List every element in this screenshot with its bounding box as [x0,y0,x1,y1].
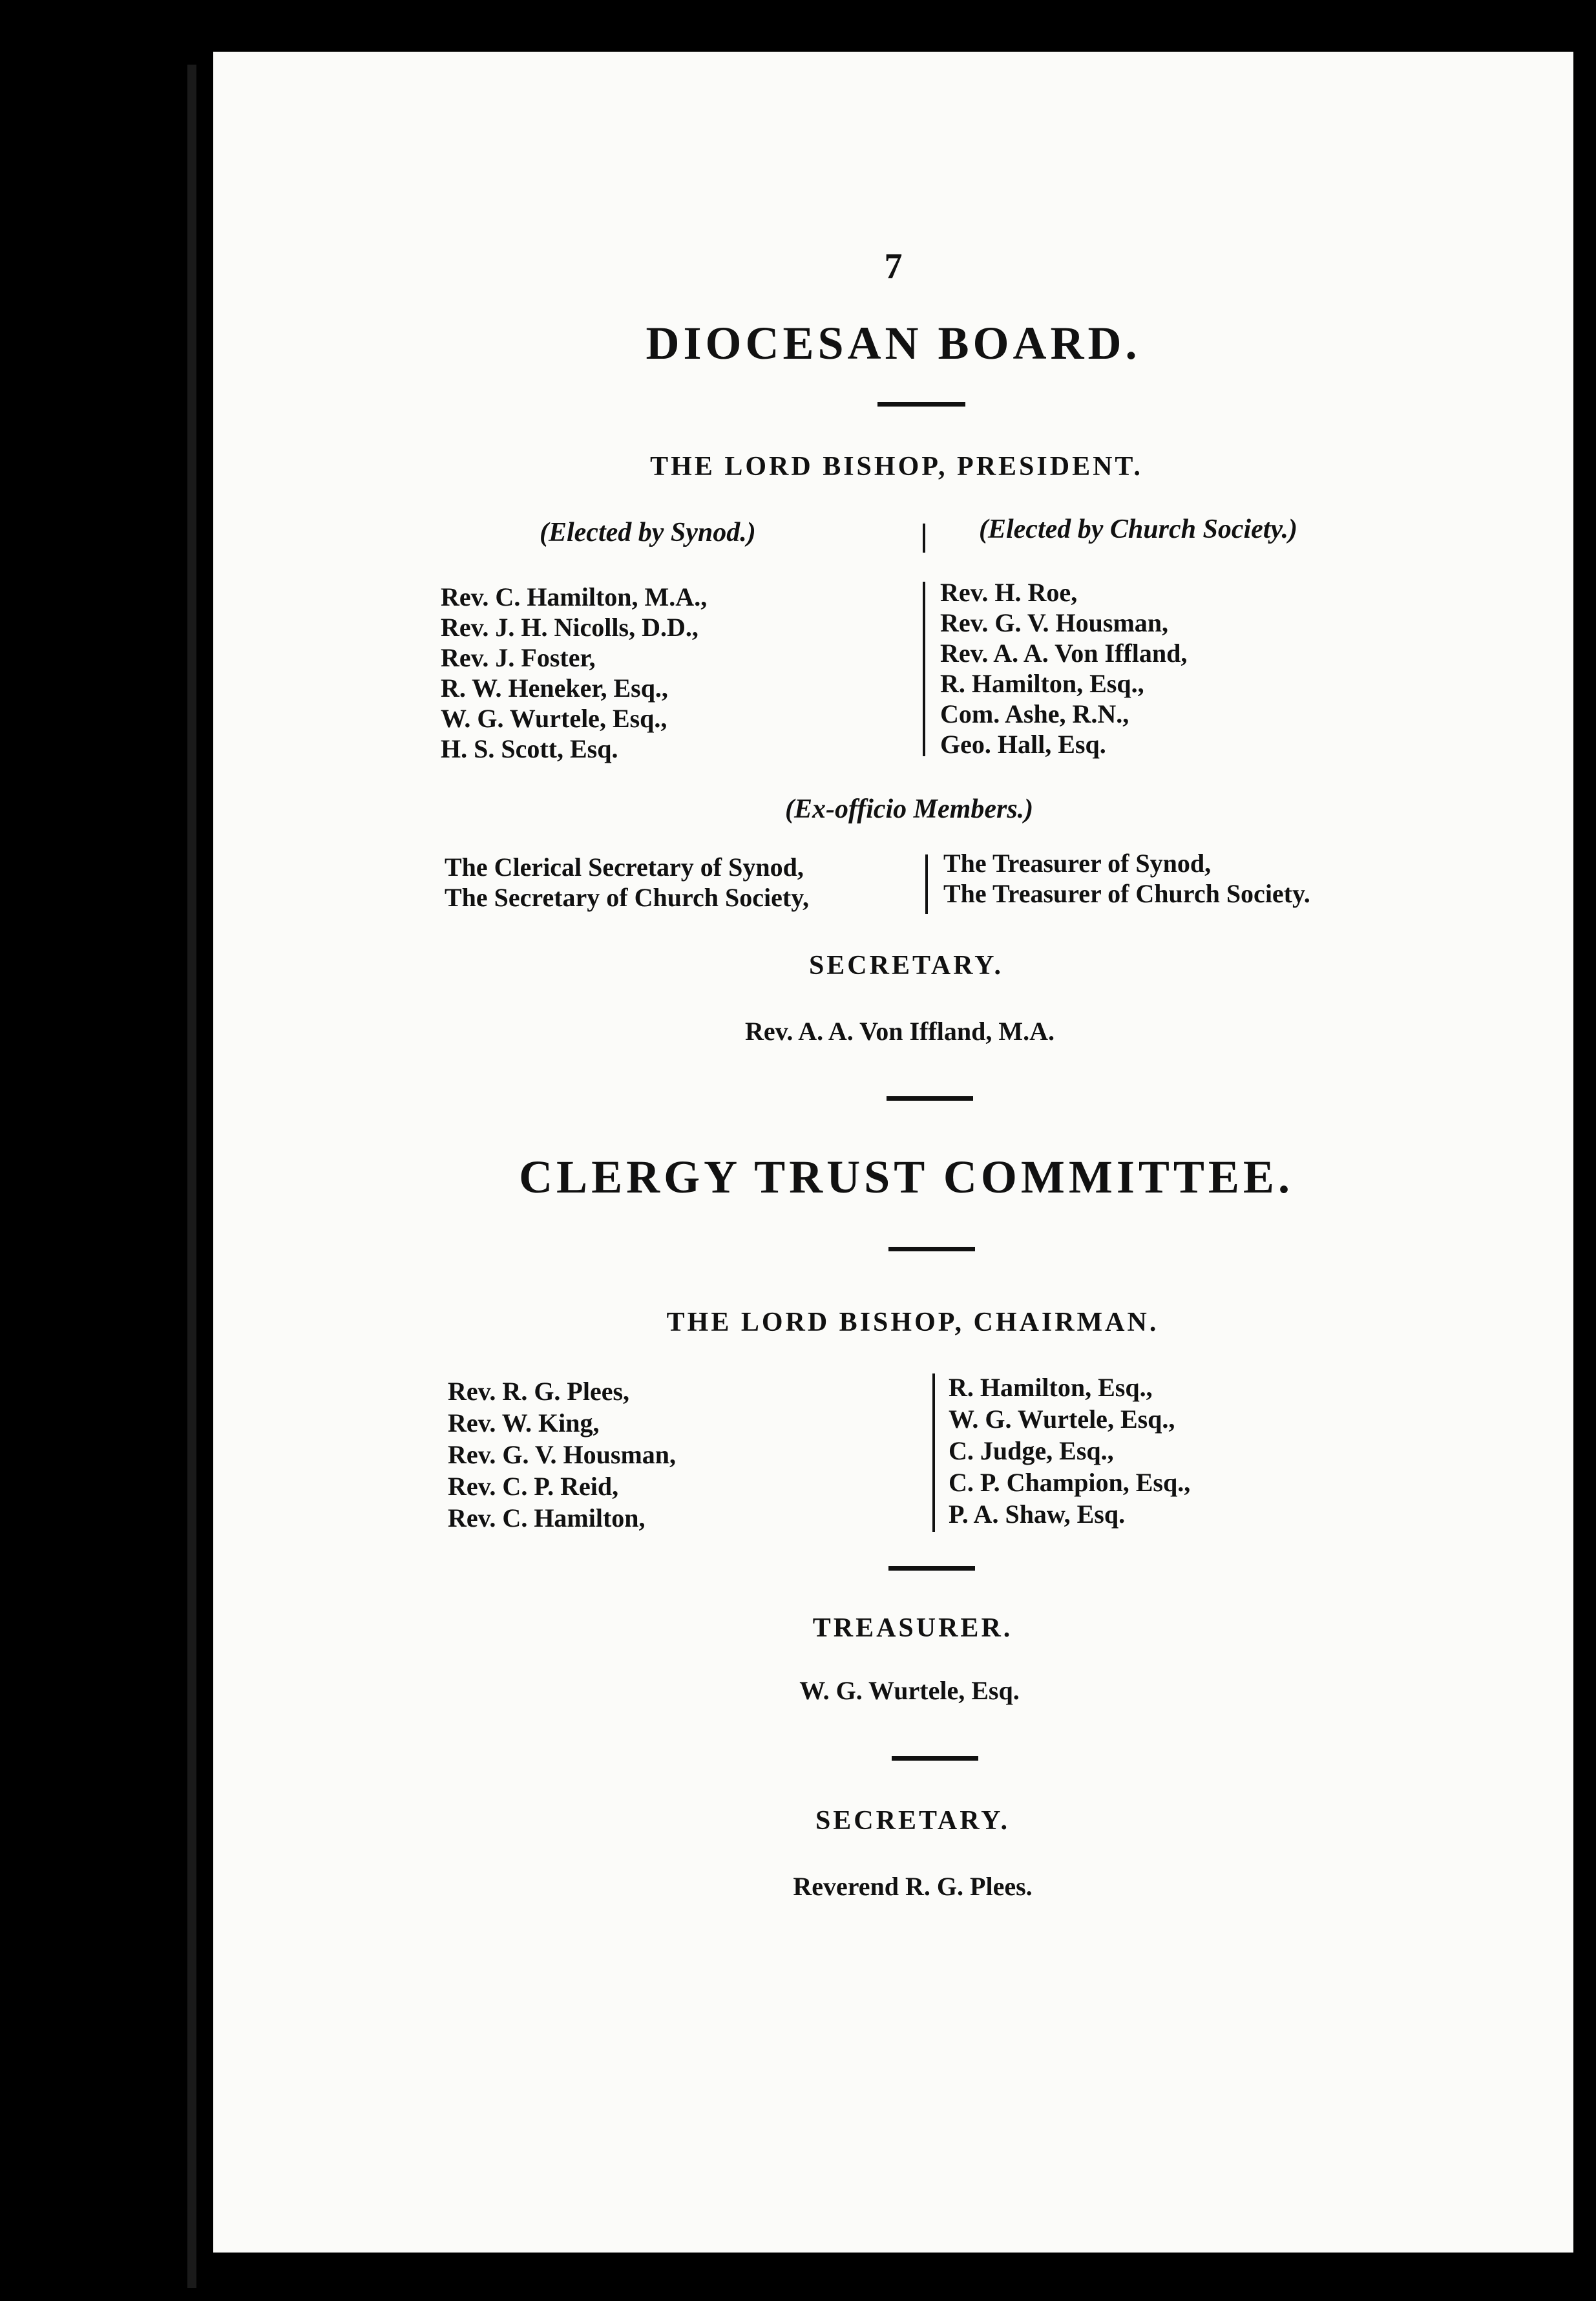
clergy-trust-treasurer-name: W. G. Wurtele, Esq. [799,1676,1020,1705]
list-item: Rev. G. V. Housman, [940,608,1169,637]
list-item: The Treasurer of Synod, [943,849,1212,878]
list-item: Com. Ashe, R.N., [940,699,1129,728]
list-item: Rev. J. H. Nicolls, D.D., [441,613,698,642]
list-item: The Treasurer of Church Society. [943,879,1310,908]
diocesan-board-president: THE LORD BISHOP, PRESIDENT. [650,452,1143,482]
list-item: C. P. Champion, Esq., [949,1468,1191,1497]
list-item: Rev. G. V. Housman, [448,1440,677,1469]
list-item: W. G. Wurtele, Esq., [949,1405,1175,1434]
column-divider [923,582,925,756]
list-item: The Clerical Secretary of Synod, [445,853,804,882]
section-rule [892,1756,978,1761]
section-rule [888,1566,975,1571]
clergy-trust-committee-title: CLERGY TRUST COMMITTEE. [519,1151,1294,1203]
list-item: Rev. W. King, [448,1408,600,1437]
ex-officio-left-list [445,852,809,913]
diocesan-secretary-heading: SECRETARY. [808,951,1004,981]
section-rule [887,1096,973,1101]
diocesan-secretary-name: Rev. A. A. Von Iffland, M.A. [745,1017,1055,1046]
clergy-trust-right-list [949,1372,1190,1530]
list-item: Geo. Hall, Esq. [940,730,1106,759]
clergy-trust-secretary-name: Reverend R. G. Plees. [793,1872,1033,1901]
clergy-trust-chairman: THE LORD BISHOP, CHAIRMAN. [666,1308,1159,1337]
list-item: P. A. Shaw, Esq. [949,1500,1126,1529]
list-item: R. Hamilton, Esq., [940,669,1144,698]
column-divider [925,854,928,914]
list-item: H. S. Scott, Esq. [441,734,618,763]
ex-officio-right-list [943,848,1310,909]
elected-by-synod-heading: (Elected by Synod.) [540,518,756,547]
clergy-trust-treasurer-heading: TREASURER. [812,1613,1013,1643]
elected-by-synod-list [441,582,707,764]
section-rule [888,1247,975,1251]
list-item: R. W. Heneker, Esq., [441,673,668,703]
list-item: C. Judge, Esq., [949,1436,1114,1465]
elected-by-church-society-heading: (Elected by Church Society.) [979,514,1298,544]
elected-by-church-society-list [940,577,1187,759]
page-spine-edge [187,65,196,2288]
column-divider [932,1373,935,1532]
list-item: Rev. H. Roe, [940,578,1078,607]
list-item: Rev. J. Foster, [441,643,596,672]
list-item: Rev. C. Hamilton, [448,1503,646,1532]
column-divider [923,524,925,553]
list-item: Rev. R. G. Plees, [448,1377,630,1406]
clergy-trust-secretary-heading: SECRETARY. [815,1806,1011,1836]
list-item: Rev. C. P. Reid, [448,1472,619,1501]
list-item: The Secretary of Church Society, [445,883,810,912]
list-item: R. Hamilton, Esq., [949,1373,1153,1402]
diocesan-board-title: DIOCESAN BOARD. [646,317,1141,369]
page-number: 7 [884,246,903,286]
list-item: Rev. C. Hamilton, M.A., [441,582,708,611]
clergy-trust-left-list [448,1375,676,1534]
ex-officio-heading: (Ex-officio Members.) [785,794,1034,824]
section-rule [877,402,965,407]
list-item: Rev. A. A. Von Iffland, [940,639,1188,668]
list-item: W. G. Wurtele, Esq., [441,704,667,733]
